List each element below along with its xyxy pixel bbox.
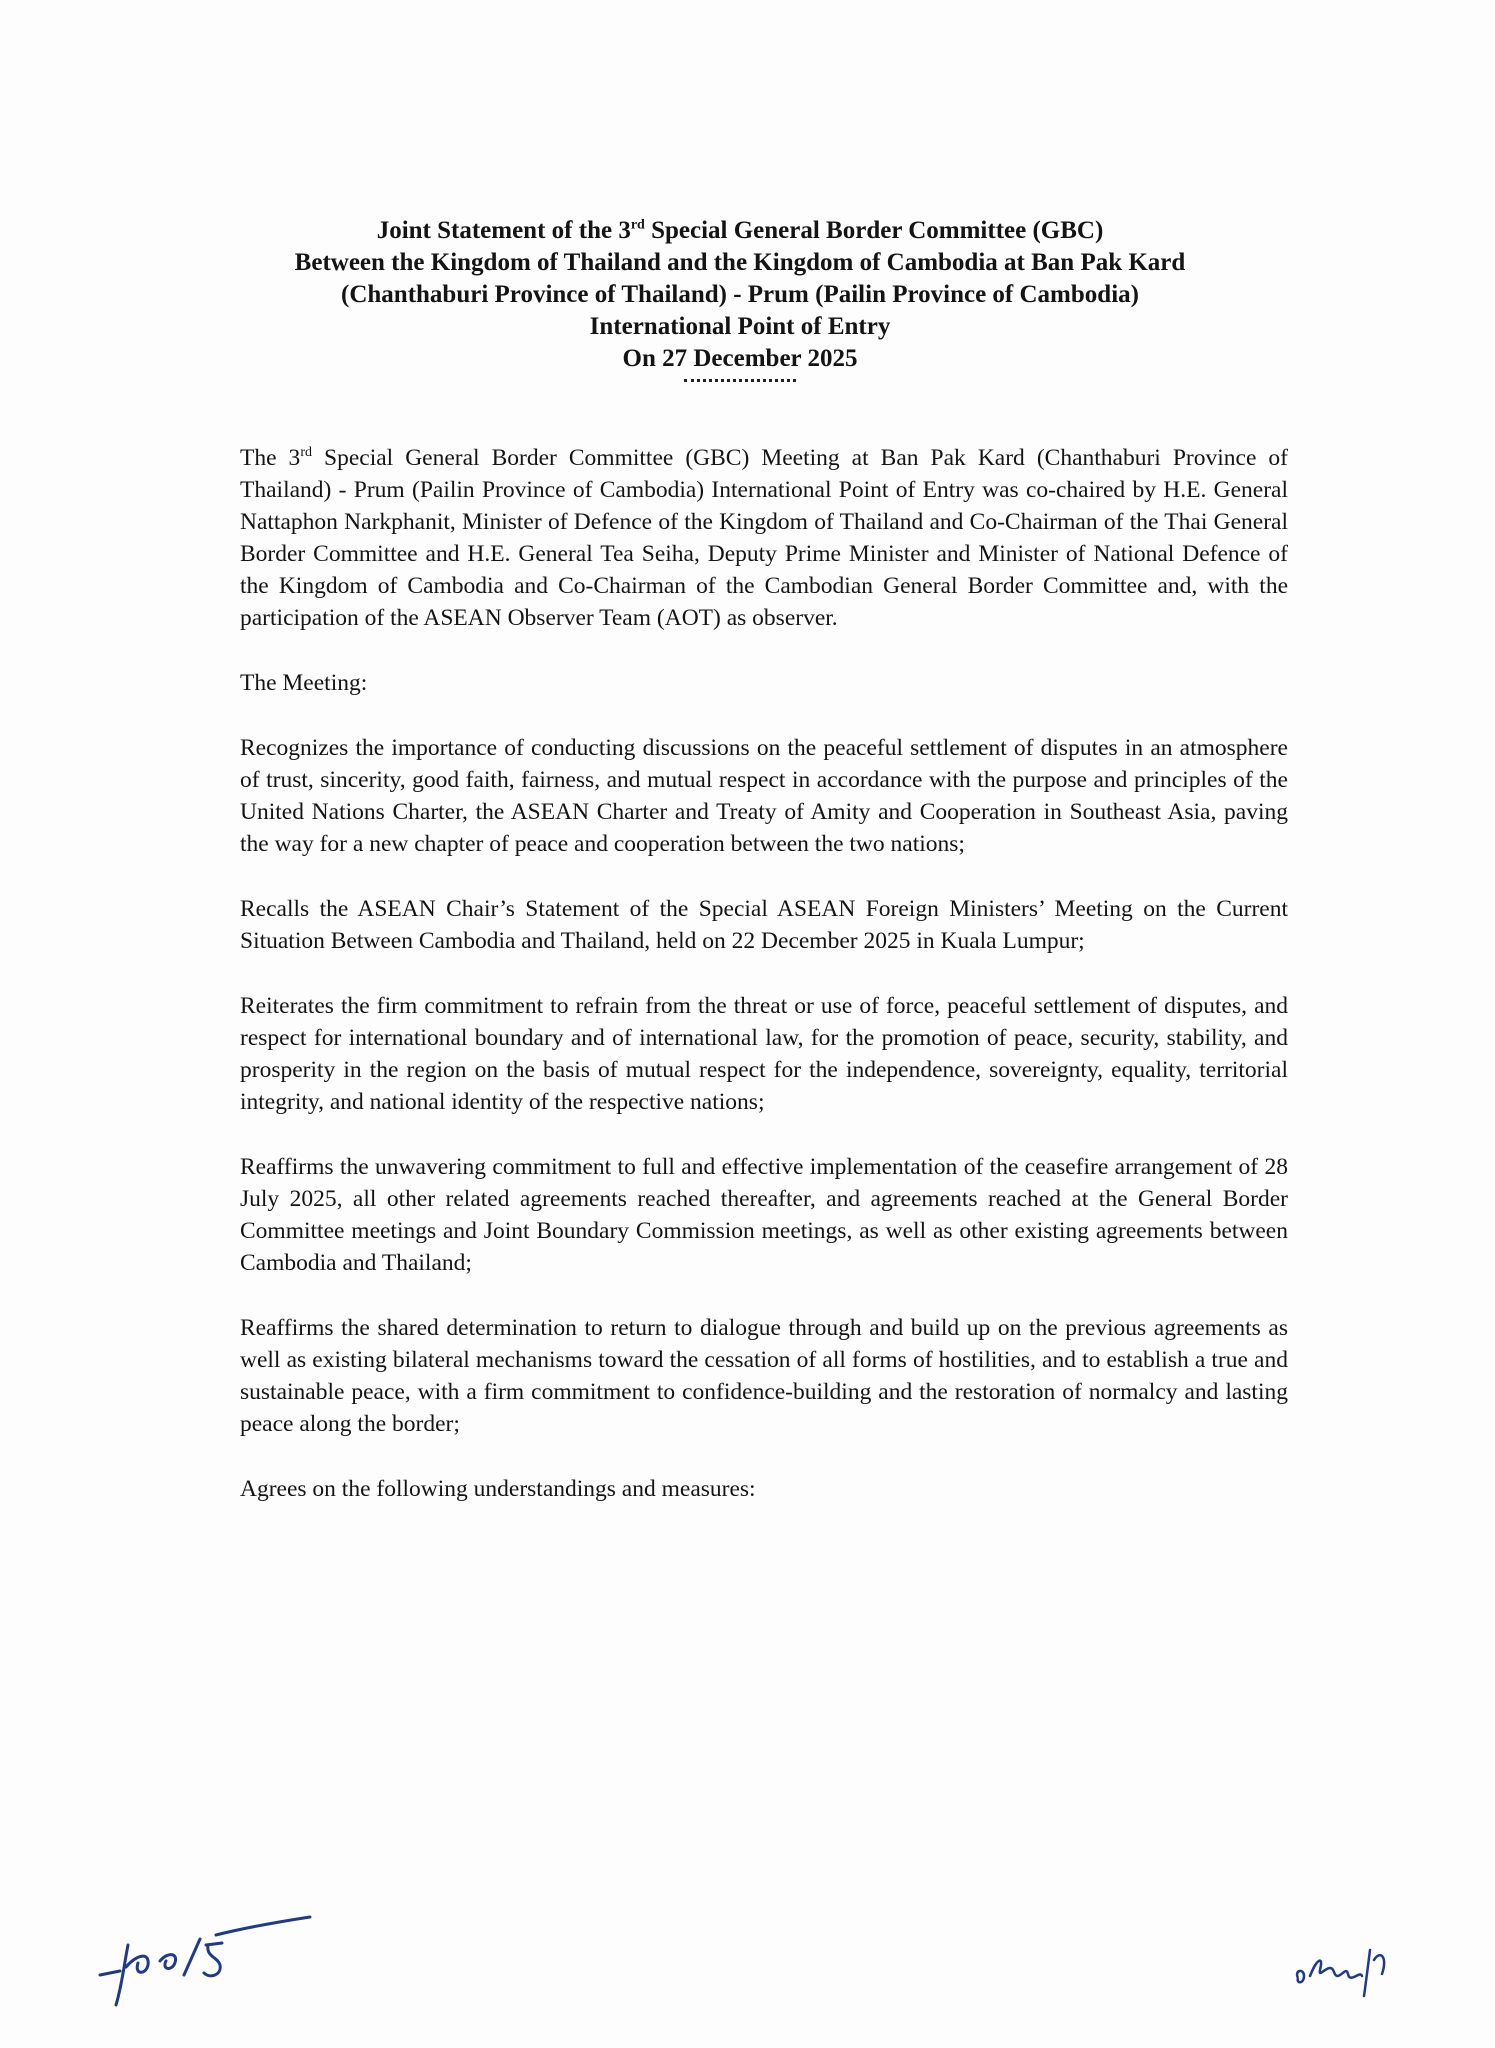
document-body xyxy=(240,442,1288,1538)
signature-right xyxy=(1290,1930,1400,2005)
document-title xyxy=(200,215,1280,382)
title-line-2: Between the Kingdom of Thailand and the Kingdom of Cambodia at Ban Pak Kard xyxy=(294,249,1186,276)
paragraph-recalls: Recalls the ASEAN Chair’s Statement of the Special ASEAN Foreign Ministers’ Meeting on the Current Situation Between Cambodia and Thailand, held on 22 December 2025 in Kuala Lumpur; xyxy=(240,896,1288,954)
title-date: On 27 December 2025 xyxy=(622,345,858,372)
title-line-3: (Chanthaburi Province of Thailand) - Prum (Pailin Province of Cambodia) xyxy=(341,281,1139,308)
title-line-4: International Point of Entry xyxy=(589,313,891,340)
paragraph-recognizes: Recognizes the importance of conducting discussions on the peaceful settlement of disputes in an atmosphere of trust, sincerity, good faith, fairness, and mutual respect in accordance with the purpose and principles of the United Nations Charter, the ASEAN Charter and Treaty of Amity and Cooperation in Southeast Asia, paving the way for a new chapter of peace and cooperation between the two nations; xyxy=(240,735,1288,857)
paragraph-reaffirms-dialogue: Reaffirms the shared determination to return to dialogue through and build up on the previous agreements as well as existing bilateral mechanisms toward the cessation of all forms of hostilities, and to establish a true and sustainable peace, with a firm commitment to confidence-building and the restoration of normalcy and lasting peace along the border; xyxy=(240,1315,1288,1437)
title-line-1: Joint Statement of the 3rd Special General Border Committee (GBC) xyxy=(376,217,1104,244)
signature-left xyxy=(88,1905,318,2015)
intro-paragraph: The 3rd Special General Border Committee (GBC) Meeting at Ban Pak Kard (Chanthaburi Province of Thailand) - Prum (Pailin Province of Cambodia) International Point of Entry was co-chaired by H.E. General Nattaphon Narkphanit, Minister of Defence of the Kingdom of Thailand and Co-Chairman of the Thai General Border Committee and H.E. General Tea Seiha, Deputy Prime Minister and Minister of National Defence of the Kingdom of Cambodia and Co-Chairman of the Cambodian General Border Committee and, with the participation of the ASEAN Observer Team (AOT) as observer. xyxy=(240,445,1288,631)
paragraph-reaffirms-ceasefire: Reaffirms the unwavering commitment to full and effective implementation of the ceasefire arrangement of 28 July 2025, all other related agreements reached thereafter, and agreements reached at the General Border Committee meetings and Joint Boundary Commission meetings, as well as other existing agreements between Cambodia and Thailand; xyxy=(240,1154,1288,1276)
title-divider xyxy=(684,379,796,382)
meeting-label: The Meeting: xyxy=(240,670,368,696)
paragraph-reiterates: Reiterates the firm commitment to refrain from the threat or use of force, peaceful settlement of disputes, and respect for international boundary and of international law, for the promotion of peace, security, stability, and prosperity in the region on the basis of mutual respect for the independence, sovereignty, equality, territorial integrity, and national identity of the respective nations; xyxy=(240,993,1288,1115)
paragraph-agrees: Agrees on the following understandings and measures: xyxy=(240,1476,756,1502)
